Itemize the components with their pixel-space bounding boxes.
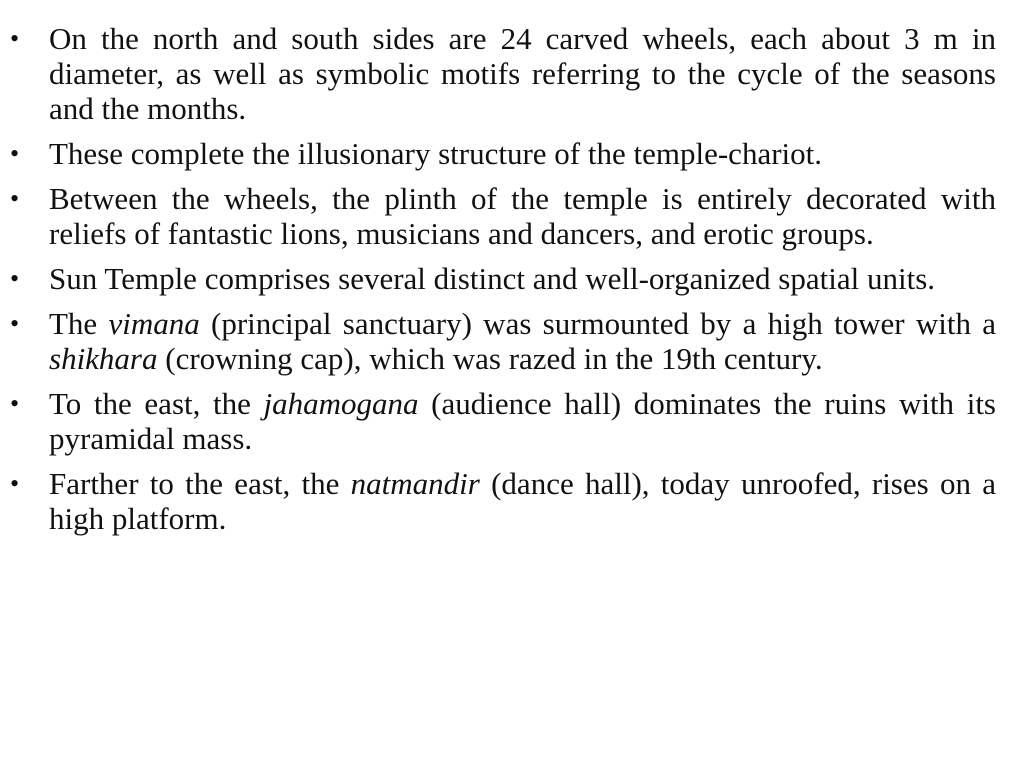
bullet-item (49, 261, 996, 296)
bullet-item (49, 136, 996, 171)
bullet-item (49, 386, 996, 456)
bullet-text: Sun Temple comprises several distinct and well-organized spatial units. (49, 261, 936, 296)
bullet-text: Between the wheels, the plinth of the temple is entirely decorated with reliefs of fantastic lions, musicians and dancers, and erotic groups. (49, 181, 996, 251)
bullet-text: (dance hall), today unroofed, rises on a high platform. (49, 466, 996, 536)
bullet-text: The (49, 306, 109, 341)
bullet-text: (crowning cap), which was razed in the 19th century. (157, 341, 823, 376)
bullet-text: On the north and south sides are 24 carved wheels, each about 3 m in diameter, as well as symbolic motifs referring to the cycle of the seasons and the months. (49, 21, 996, 126)
bullet-text: Farther to the east, the (49, 466, 351, 501)
term-shikhara: shikhara (49, 341, 158, 376)
bullet-list (49, 21, 996, 546)
bullet-text: To the east, the (49, 386, 264, 421)
bullet-item (49, 21, 996, 126)
bullet-text: (principal sanctuary) was surmounted by a high tower with a (199, 306, 997, 341)
term-natmandir: natmandir (350, 466, 480, 501)
term-jahamogana: jahamogana (263, 386, 419, 421)
bullet-text: (audience hall) dominates the ruins with its pyramidal mass. (49, 386, 996, 456)
bullet-text: These complete the illusionary structure of the temple-chariot. (49, 136, 823, 171)
term-vimana: vimana (108, 306, 200, 341)
bullet-item (49, 466, 996, 536)
bullet-item (49, 306, 996, 376)
bullet-item (49, 181, 996, 251)
